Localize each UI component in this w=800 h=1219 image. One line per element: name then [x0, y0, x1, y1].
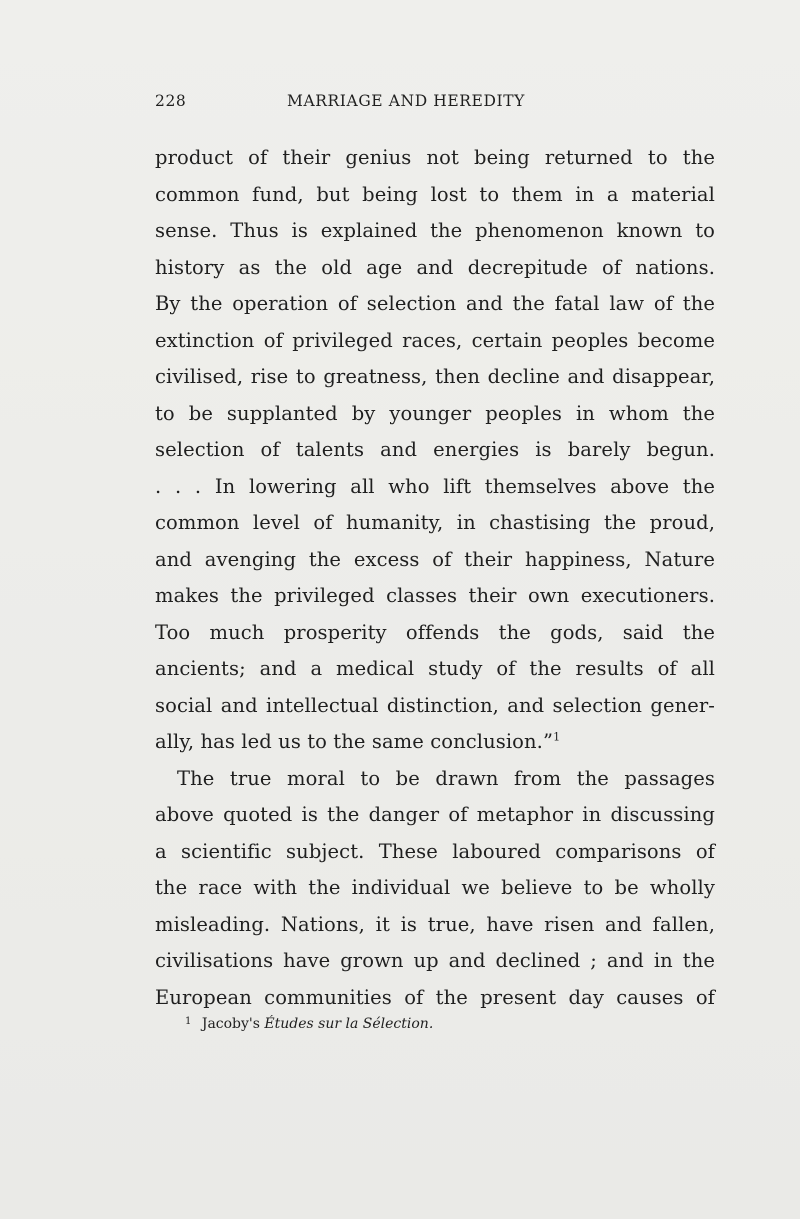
text-line: The true moral to be drawn from the passages — [177, 766, 715, 790]
text-line: product of their genius not being returned to the — [155, 146, 715, 169]
text-line-with-footnote-ref — [155, 724, 715, 761]
footnote-author: Jacoby's — [201, 1016, 260, 1032]
text-line: By the operation of selection and the fatal law of the — [155, 292, 715, 315]
text-line: misleading. Nations, it is true, have risen and fallen, — [155, 912, 715, 936]
text-line: civilisations have grown up and declined ; and in the — [155, 949, 715, 972]
running-title: MARRIAGE AND HEREDITY — [287, 92, 525, 110]
text-line: common level of humanity, in chastising the proud, — [155, 511, 715, 534]
text-line: to be supplanted by younger peoples in whom the — [155, 401, 715, 425]
text-line: makes the privileged classes their own executioners. — [155, 584, 715, 607]
text-line: civilised, rise to greatness, then decline and disappear, — [155, 365, 715, 388]
text-line: ancients; and a medical study of the results of all — [155, 657, 715, 680]
text-line: social and intellectual distinction, and selection gener- — [155, 693, 715, 717]
page-number: 228 — [155, 92, 187, 110]
text-line: the race with the individual we believe to be wholly — [155, 876, 715, 899]
text-line: history as the old age and decrepitude of nations. — [155, 255, 715, 279]
footnote-title: Études sur la Sélection. — [264, 1016, 434, 1032]
text-line: common fund, but being lost to them in a material — [155, 182, 715, 206]
footnote-marker: 1 — [185, 1016, 192, 1027]
text-line: selection of talents and energies is barely begun. — [155, 438, 715, 461]
text-line: a scientific subject. These laboured comparisons of — [155, 839, 715, 863]
text-line: above quoted is the danger of metaphor in discussing — [155, 803, 715, 826]
text-line: European communities of the present day causes of — [155, 985, 715, 1009]
text-line: Too much prosperity offends the gods, said the — [155, 620, 715, 644]
text-line: extinction of privileged races, certain peoples become — [155, 328, 715, 352]
running-head — [155, 92, 655, 118]
footnote-ref: 1 — [553, 730, 561, 744]
footnote — [185, 1016, 433, 1032]
text-line: and avenging the excess of their happiness, Nature — [155, 547, 715, 571]
body-text — [155, 140, 715, 1016]
text-line: . . . In lowering all who lift themselves above the — [155, 474, 715, 498]
text-line: ally, has led us to the same conclusion.” — [155, 730, 554, 753]
text-line: sense. Thus is explained the phenomenon known to — [155, 219, 715, 242]
